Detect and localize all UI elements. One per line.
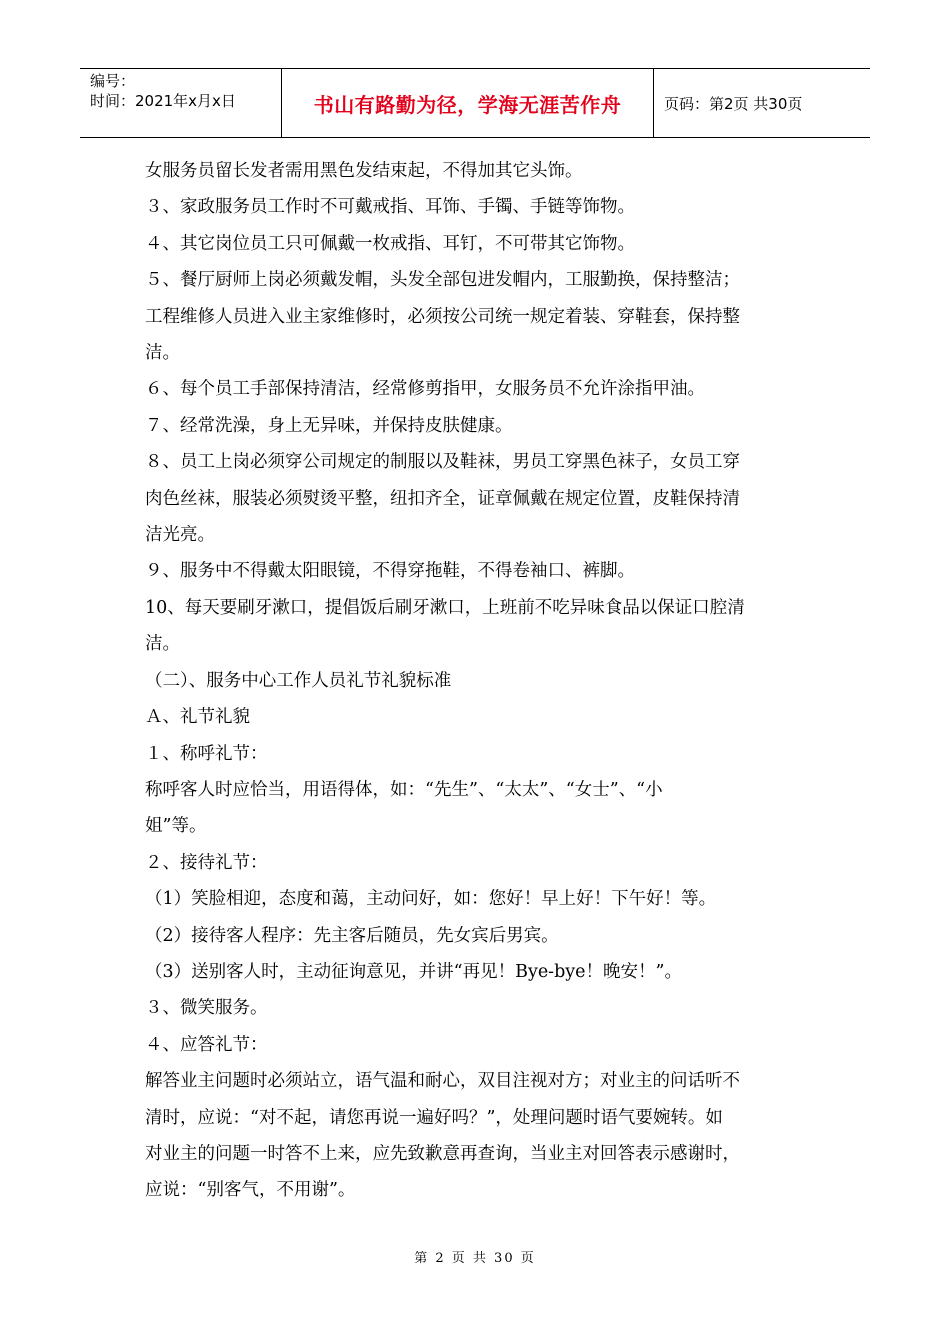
document-body <box>145 153 813 1209</box>
body-line: 洁光亮。 <box>145 525 215 546</box>
page-info: 页码：第2页 共30页 <box>664 94 803 113</box>
code-label: 编号： <box>90 72 136 90</box>
body-line: （3）送别客人时，主动征询意见，并讲“再见！Bye-bye！晚安！”。 <box>145 961 682 982</box>
body-line: 称呼客人时应恰当，用语得体，如：“先生”、“太太”、“女士”、“小 <box>145 779 663 800</box>
body-line: 洁。 <box>145 634 180 655</box>
body-line: １、称呼礼节： <box>145 743 268 764</box>
body-line: 对业主的问题一时答不上来，应先致歉意再查询，当业主对回答表示感谢时， <box>145 1143 740 1164</box>
time-label: 时间：2021年x月x日 <box>90 92 236 110</box>
body-line: 清时，应说：“对不起，请您再说一遍好吗？”，处理问题时语气要婉转。如 <box>145 1107 723 1128</box>
body-line: ７、经常洗澡，身上无异味，并保持皮肤健康。 <box>145 415 513 436</box>
body-line: ４、其它岗位员工只可佩戴一枚戒指、耳钉，不可带其它饰物。 <box>145 233 635 254</box>
body-line: ６、每个员工手部保持清洁，经常修剪指甲，女服务员不允许涂指甲油。 <box>145 379 705 400</box>
header-slogan-cell <box>282 69 654 137</box>
body-line: 10、每天要刷牙漱口，提倡饭后刷牙漱口，上班前不吃异味食品以保证口腔清 <box>145 597 745 618</box>
body-line: （2）接待客人程序：先主客后随员，先女宾后男宾。 <box>145 925 559 946</box>
body-line: ３、家政服务员工作时不可戴戒指、耳饰、手镯、手链等饰物。 <box>145 197 635 218</box>
header-page-info-cell <box>654 69 870 137</box>
body-line: 解答业主问题时必须站立，语气温和耐心，双目注视对方；对业主的问话听不 <box>145 1071 740 1092</box>
body-line: ５、餐厅厨师上岗必须戴发帽，头发全部包进发帽内，工服勤换，保持整洁； <box>145 270 740 291</box>
body-line: ８、员工上岗必须穿公司规定的制服以及鞋袜，男员工穿黑色袜子，女员工穿 <box>145 452 740 473</box>
body-line: ９、服务中不得戴太阳眼镜，不得穿拖鞋，不得卷袖口、裤脚。 <box>145 561 635 582</box>
body-line: 洁。 <box>145 343 180 364</box>
section-heading: （二）、服务中心工作人员礼节礼貌标准 <box>145 670 452 691</box>
body-line: 工程维修人员进入业主家维修时，必须按公司统一规定着装、穿鞋套，保持整 <box>145 306 740 327</box>
body-line: 应说：“别客气，不用谢”。 <box>145 1180 356 1201</box>
body-line: ４、应答礼节： <box>145 1034 268 1055</box>
document-header <box>80 68 870 138</box>
body-line: （1）笑脸相迎，态度和蔼，主动问好，如：您好！早上好！下午好！等。 <box>145 889 717 910</box>
page-footer: 第 2 页 共 30 页 <box>414 1251 536 1266</box>
body-line: 女服务员留长发者需用黑色发结束起，不得加其它头饰。 <box>145 161 583 181</box>
body-line: ３、微笑服务。 <box>145 998 268 1019</box>
body-line: ２、接待礼节： <box>145 852 268 873</box>
body-line: 肉色丝袜，服装必须熨烫平整，纽扣齐全，证章佩戴在规定位置，皮鞋保持清 <box>145 488 740 509</box>
header-meta <box>80 69 282 137</box>
slogan: 书山有路勤为径，学海无涯苦作舟 <box>313 92 622 117</box>
body-line: 姐”等。 <box>145 816 207 837</box>
subsection-heading: Ａ、礼节礼貌 <box>145 707 250 728</box>
